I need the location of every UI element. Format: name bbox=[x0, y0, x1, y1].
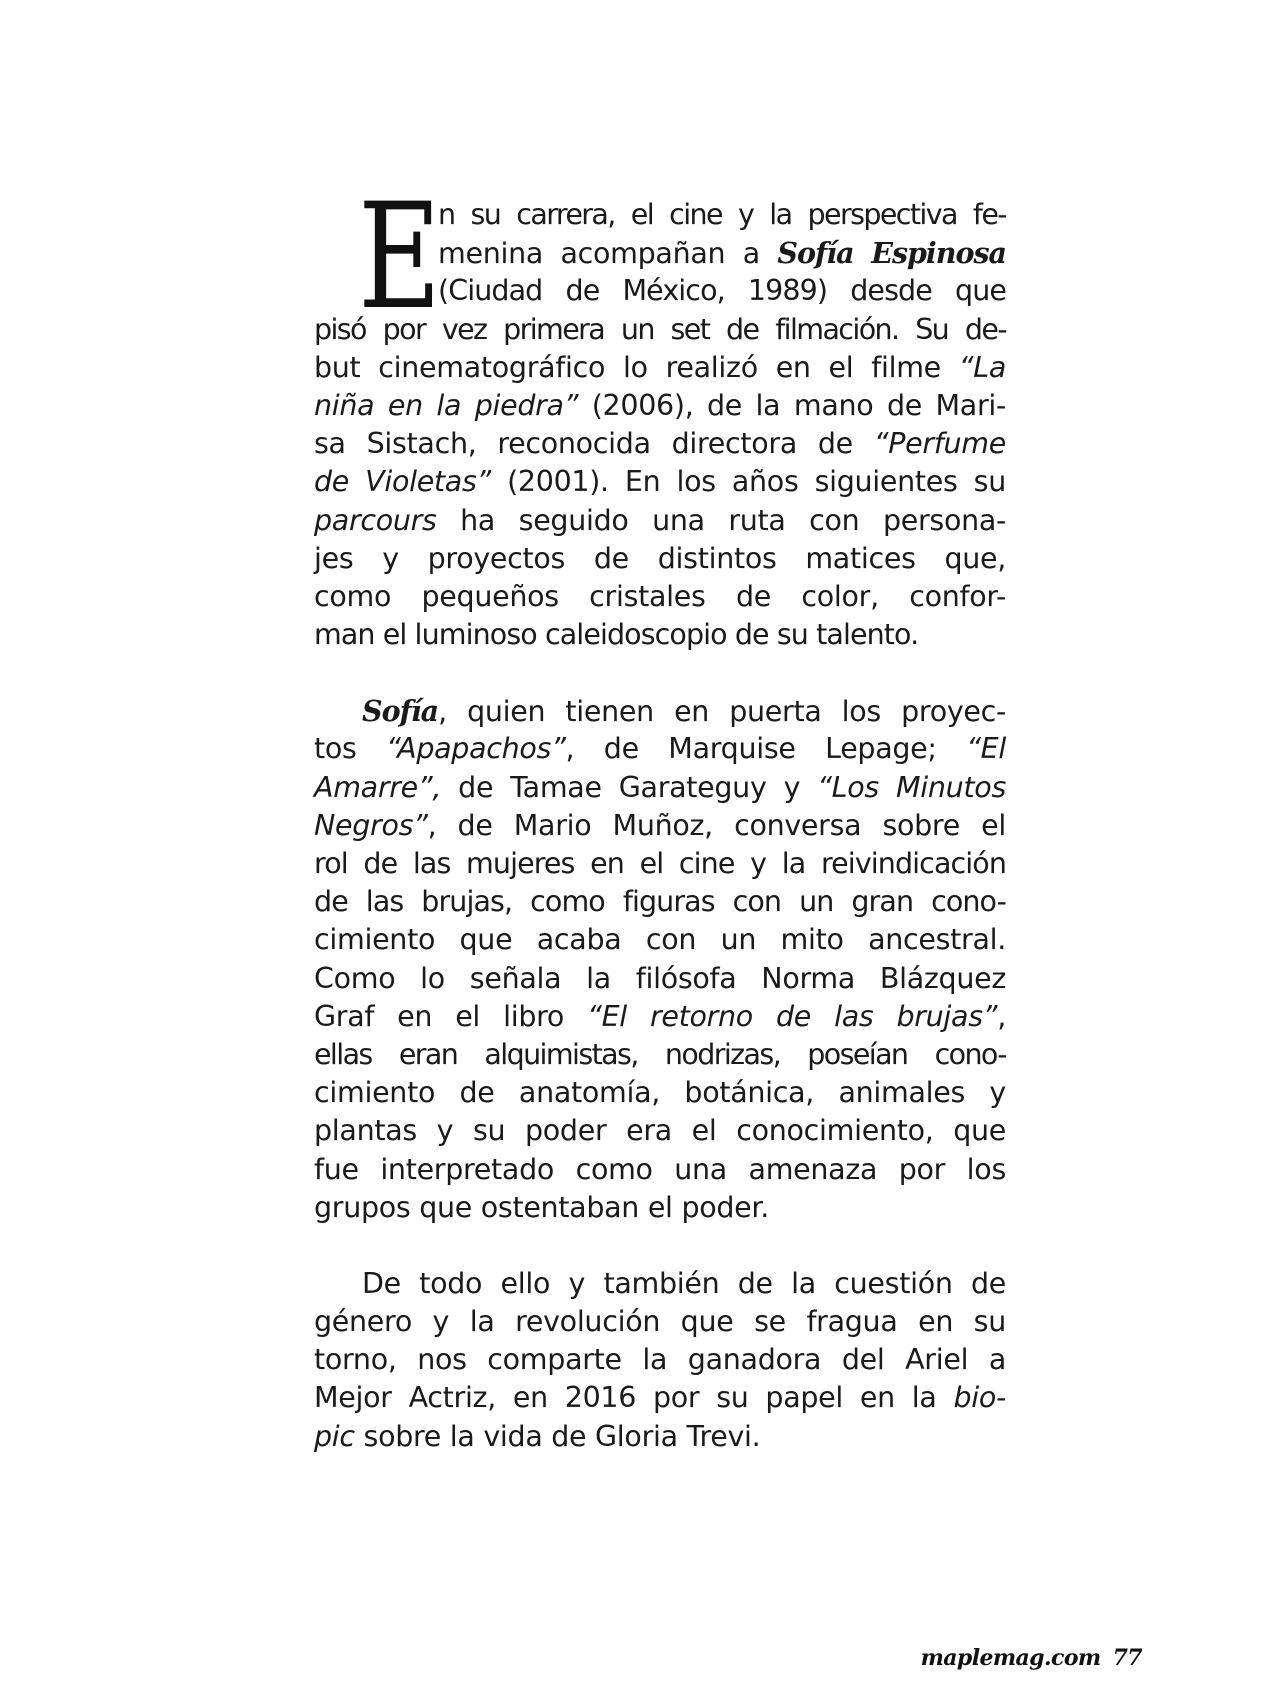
article-body bbox=[314, 172, 1006, 1494]
italic-title: “El retorno de las brujas” bbox=[587, 999, 998, 1033]
text-line: parcours ha seguido una ruta con persona- bbox=[314, 503, 1006, 537]
text-line: género y la revolución que se fragua en su bbox=[314, 1305, 1006, 1339]
text-line: De todo ello y también de la cuestión de bbox=[362, 1266, 1006, 1300]
italic-title: bio- bbox=[953, 1381, 1006, 1415]
text-line: Amarre”, de Tamae Garateguy y “Los Minutos bbox=[314, 770, 1006, 804]
drop-cap: E bbox=[358, 172, 441, 342]
italic-title: Amarre”, bbox=[314, 770, 442, 804]
italic-title: “Los Minutos bbox=[817, 770, 1006, 804]
italic-title: parcours bbox=[314, 503, 437, 537]
text-line: cimiento que acaba con un mito ancestral. bbox=[314, 923, 1006, 957]
italic-title: “La bbox=[958, 350, 1006, 384]
text-line: pisó por vez primera un set de filmación. Su de- bbox=[314, 312, 1006, 346]
person-name: Sofía Espinosa bbox=[777, 236, 1006, 271]
text-line: cimiento de anatomía, botánica, animales y bbox=[314, 1076, 1006, 1110]
text-line: como pequeños cristales de color, confor- bbox=[314, 579, 1006, 613]
text-line: tos “Apapachos”, de Marquise Lepage; “El bbox=[314, 732, 1006, 766]
text-line: Sofía, quien tienen en puerta los proyec- bbox=[362, 694, 1006, 729]
person-name: Sofía bbox=[362, 694, 439, 729]
text-line: grupos que ostentaban el poder. bbox=[314, 1190, 769, 1224]
text-line: Como lo señala la filósofa Norma Blázquez bbox=[314, 961, 1006, 995]
text-line: rol de las mujeres en el cine y la reivindicación bbox=[314, 847, 1006, 880]
text-line: ellas eran alquimistas, nodrizas, poseían cono- bbox=[314, 1037, 1006, 1071]
text-line: torno, nos comparte la ganadora del Ariel a bbox=[314, 1343, 1006, 1377]
text-line: menina acompañan a Sofía Espinosa bbox=[438, 236, 1006, 271]
italic-title: “Perfume bbox=[873, 427, 1006, 461]
paragraph-3 bbox=[314, 1265, 1006, 1456]
text-line: man el luminoso caleidoscopio de su talento. bbox=[314, 618, 919, 652]
page-number: 77 bbox=[1112, 1645, 1142, 1671]
text-line: de Violetas” (2001). En los años siguientes su bbox=[314, 465, 1006, 499]
text-line: Negros”, de Mario Muñoz, conversa sobre el bbox=[314, 808, 1006, 842]
text-line: Mejor Actriz, en 2016 por su papel en la bio- bbox=[314, 1381, 1006, 1415]
text-line: but cinematográfico lo realizó en el filme “La bbox=[314, 350, 1006, 384]
text-line: sa Sistach, reconocida directora de “Perfume bbox=[314, 427, 1006, 461]
italic-title: “El bbox=[966, 732, 1006, 766]
text-line: pic sobre la vida de Gloria Trevi. bbox=[314, 1419, 761, 1453]
text-line: Graf en el libro “El retorno de las brujas”, bbox=[314, 999, 1006, 1033]
text-line: fue interpretado como una amenaza por los bbox=[314, 1152, 1006, 1186]
italic-title: “Apapachos” bbox=[386, 732, 566, 766]
italic-title: de Violetas” bbox=[314, 465, 491, 499]
italic-title: pic bbox=[314, 1419, 355, 1453]
text-line: (Ciudad de México, 1989) desde que bbox=[438, 274, 1006, 308]
site-url[interactable]: maplemag.com bbox=[920, 1645, 1101, 1671]
text-line: jes y proyectos de distintos matices que, bbox=[314, 541, 1006, 575]
paragraph-2 bbox=[314, 692, 1006, 1227]
italic-title: Negros” bbox=[314, 808, 428, 842]
page-footer bbox=[921, 1645, 1142, 1671]
text-line: de las brujas, como figuras con un gran cono- bbox=[314, 885, 1006, 919]
text-line: niña en la piedra” (2006), de la mano de Mari- bbox=[314, 388, 1006, 422]
text-line: plantas y su poder era el conocimiento, que bbox=[314, 1114, 1006, 1148]
italic-title: niña en la piedra” bbox=[314, 388, 579, 422]
text-line: n su carrera, el cine y la perspectiva fe- bbox=[438, 198, 1006, 231]
